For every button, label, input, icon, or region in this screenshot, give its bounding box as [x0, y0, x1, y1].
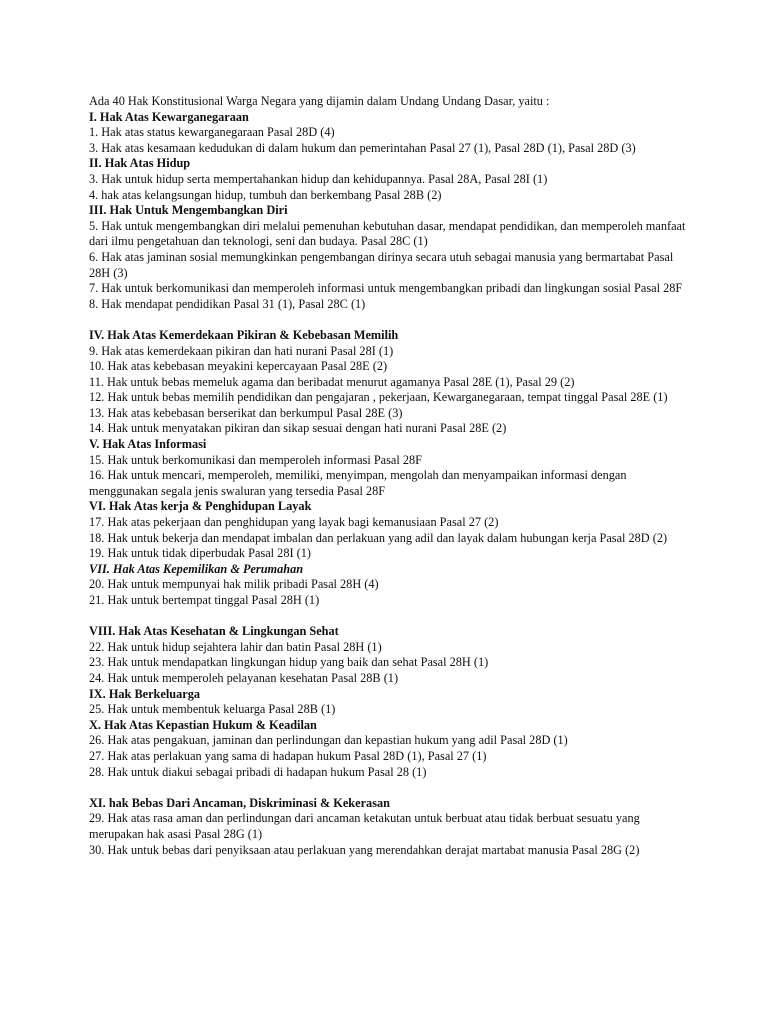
list-item: 10. Hak atas kebebasan meyakini kepercayaan Pasal 28E (2) [89, 359, 388, 374]
list-item: 18. Hak untuk bekerja dan mendapat imbalan dan perlakuan yang adil dan layak dalam hubungan kerja Pasal 28D (2) [89, 530, 668, 545]
list-item: 28. Hak untuk diakui sebagai pribadi di hadapan hukum Pasal 28 (1) [89, 764, 427, 779]
list-item: 12. Hak untuk bebas memilih pendidikan dan pengajaran , pekerjaan, Kewarganegaraan, tempat tinggal Pasal 28E (1) [89, 390, 668, 405]
section-heading-2: II. Hak Atas Hidup [89, 156, 191, 171]
list-item: 9. Hak atas kemerdekaan pikiran dan hati nurani Pasal 28I (1) [89, 343, 394, 358]
section-heading-11: XI. hak Bebas Dari Ancaman, Diskriminasi & Kekerasan [89, 795, 390, 810]
list-item: 3. Hak untuk hidup serta mempertahankan hidup dan kehidupannya. Pasal 28A, Pasal 28I (1) [89, 171, 548, 186]
list-item: 29. Hak atas rasa aman dan perlindungan dari ancaman ketakutan untuk berbuat atau tidak berbuat sesuatu yang merupakan hak asasi Pasal 28G (1) [89, 811, 640, 841]
section-heading-7: VII. Hak Atas Kepemilikan & Perumahan [89, 561, 304, 576]
list-item: 11. Hak untuk bebas memeluk agama dan beribadat menurut agamanya Pasal 28E (1), Pasal 29 (2) [89, 374, 575, 389]
section-heading-8: VIII. Hak Atas Kesehatan & Lingkungan Sehat [89, 624, 339, 639]
list-item: 17. Hak atas pekerjaan dan penghidupan yang layak bagi kemanusiaan Pasal 27 (2) [89, 515, 499, 530]
paragraph-gap [89, 780, 689, 796]
list-item: 22. Hak untuk hidup sejahtera lahir dan batin Pasal 28H (1) [89, 639, 382, 654]
paragraph-gap [89, 609, 689, 625]
list-item: 14. Hak untuk menyatakan pikiran dan sikap sesuai dengan hati nurani Pasal 28E (2) [89, 421, 507, 436]
list-item: 25. Hak untuk membentuk keluarga Pasal 28B (1) [89, 702, 336, 717]
document-body [89, 94, 689, 858]
list-item: 6. Hak atas jaminan sosial memungkinkan pengembangan dirinya secara utuh sebagai manusia yang bermartabat Pasal 28H (3) [89, 249, 674, 280]
list-item: 1. Hak atas status kewarganegaraan Pasal 28D (4) [89, 125, 335, 140]
list-item: 5. Hak untuk mengembangkan diri melalui pemenuhan kebutuhan dasar, mendapat pendidikan, dan memperoleh manfaat dari ilmu pengetahuan dan teknologi, seni dan budaya. Pasal 28C (1) [89, 218, 686, 249]
list-item: 3. Hak atas kesamaan kedudukan di dalam hukum dan pemerintahan Pasal 27 (1), Pasal 28D (1), Pasal 28D (3) [89, 140, 636, 155]
list-item: 23. Hak untuk mendapatkan lingkungan hidup yang baik dan sehat Pasal 28H (1) [89, 655, 489, 670]
list-item: 21. Hak untuk bertempat tinggal Pasal 28H (1) [89, 593, 320, 607]
list-item: 27. Hak atas perlakuan yang sama di hadapan hukum Pasal 28D (1), Pasal 27 (1) [89, 748, 487, 763]
section-heading-9: IX. Hak Berkeluarga [89, 686, 201, 701]
section-heading-5: V. Hak Atas Informasi [89, 437, 207, 452]
intro-text: Ada 40 Hak Konstitusional Warga Negara yang dijamin dalam Undang Undang Dasar, yaitu : [89, 94, 550, 108]
list-item: 19. Hak untuk tidak diperbudak Pasal 28I (1) [89, 546, 311, 561]
section-heading-4: IV. Hak Atas Kemerdekaan Pikiran & Kebebasan Memilih [89, 327, 399, 342]
list-item: 26. Hak atas pengakuan, jaminan dan perlindungan dan kepastian hukum yang adil Pasal 28D (1) [89, 733, 568, 748]
section-heading-1: I. Hak Atas Kewarganegaraan [89, 109, 249, 124]
list-item: 16. Hak untuk mencari, memperoleh, memiliki, menyimpan, mengolah dan menyampaikan informasi dengan menggunakan segala jenis swaluran yang tersedia Pasal 28F [89, 468, 627, 498]
paragraph-gap [89, 312, 689, 328]
list-item: 30. Hak untuk bebas dari penyiksaan atau perlakuan yang merendahkan derajat martabat manusia Pasal 28G (2) [89, 842, 640, 857]
list-item: 7. Hak untuk berkomunikasi dan memperoleh informasi untuk mengembangkan pribadi dan lingkungan sosial Pasal 28F [89, 281, 683, 296]
list-item: 24. Hak untuk memperoleh pelayanan kesehatan Pasal 28B (1) [89, 670, 399, 685]
list-item: 13. Hak atas kebebasan berserikat dan berkumpul Pasal 28E (3) [89, 405, 403, 420]
section-heading-6: VI. Hak Atas kerja & Penghidupan Layak [89, 499, 312, 514]
list-item: 15. Hak untuk berkomunikasi dan memperoleh informasi Pasal 28F [89, 452, 422, 467]
list-item: 4. hak atas kelangsungan hidup, tumbuh dan berkembang Pasal 28B (2) [89, 187, 442, 202]
list-item: 20. Hak untuk mempunyai hak milik pribadi Pasal 28H (4) [89, 577, 379, 592]
section-heading-10: X. Hak Atas Kepastian Hukum & Keadilan [89, 717, 317, 732]
section-heading-3: III. Hak Untuk Mengembangkan Diri [89, 203, 288, 218]
list-item: 8. Hak mendapat pendidikan Pasal 31 (1), Pasal 28C (1) [89, 296, 366, 311]
